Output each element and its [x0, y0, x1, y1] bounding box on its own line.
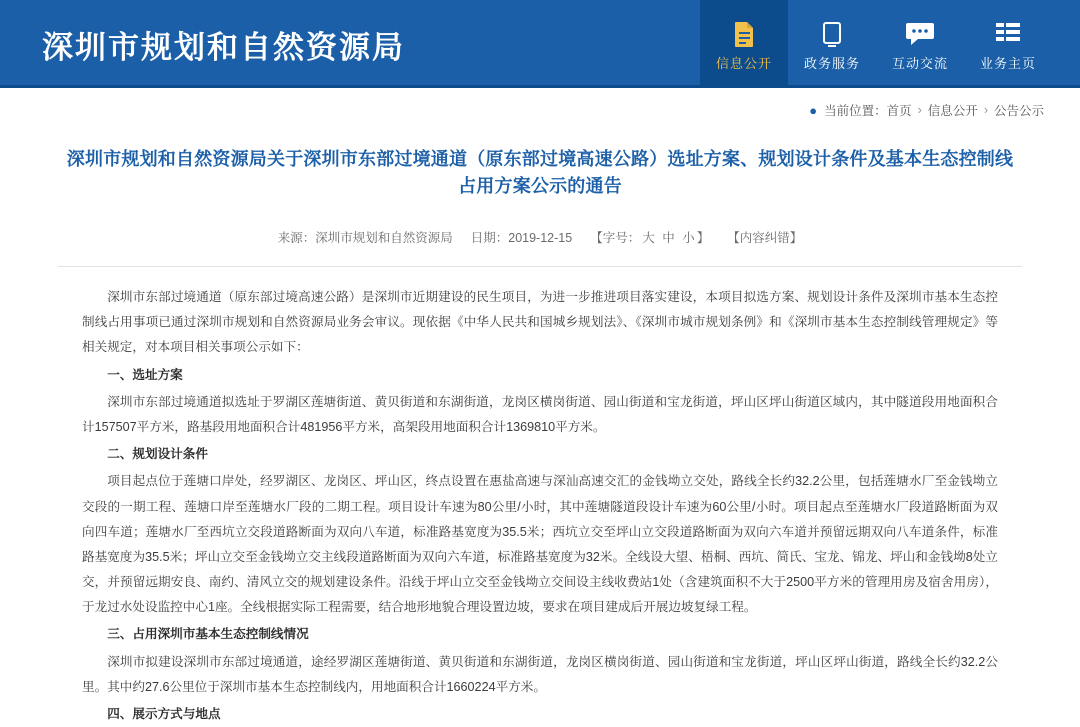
paragraph: 深圳市拟建设深圳市东部过境通道，途经罗湖区莲塘街道、黄贝街道和东湖街道，龙岗区横岗街道、园山街道和宝龙街道，坪山区坪山街道，路线全长约32.2公里。其中约27.6公里位于深圳市基本生态控制线内，用地面积合计1660224平方米。: [82, 654, 998, 694]
nav-label: 信息公开: [715, 55, 772, 71]
nav-item-information-disclosure[interactable]: [700, 0, 788, 88]
article-source: 来源：深圳市规划和自然资源局: [277, 231, 453, 245]
breadcrumb-item-information-disclosure[interactable]: 信息公开: [927, 104, 978, 118]
article-date: 日期：2019-12-15: [470, 231, 573, 245]
font-size-close: 】: [696, 231, 710, 245]
section-heading: 三、占用深圳市基本生态控制线情况: [107, 627, 309, 642]
article: [0, 132, 1080, 727]
page-title: 深圳市规划和自然资源局关于深圳市东部过境通道（原东部过境高速公路）选址方案、规划设计条件及基本生态控制线占用方案公示的通告: [66, 149, 1014, 196]
nav-label: 互动交流: [891, 55, 948, 71]
divider: [58, 266, 1022, 267]
section-heading: 二、规划设计条件: [107, 447, 208, 462]
brand: [0, 0, 700, 88]
nav-label: 业务主页: [979, 55, 1036, 71]
font-size-medium[interactable]: 中: [662, 231, 675, 245]
font-size-control: [590, 228, 709, 246]
nav-item-government-services[interactable]: [788, 0, 876, 88]
chat-bubble-icon: [903, 19, 937, 49]
breadcrumb-item-announcements[interactable]: 公告公示: [993, 104, 1044, 118]
font-size-small[interactable]: 小: [682, 231, 695, 245]
breadcrumb-separator: ›: [917, 103, 922, 117]
font-size-label: 【字号：: [590, 231, 641, 245]
brand-title: 深圳市规划和自然资源局: [42, 29, 405, 66]
nav-label: 政务服务: [803, 55, 860, 71]
location-pin-icon: ●: [809, 102, 818, 118]
section-heading: 四、展示方式与地点: [107, 707, 221, 721]
main-nav: [700, 0, 1080, 88]
site-header: [0, 0, 1080, 88]
list-lines-icon: [991, 19, 1025, 49]
nav-item-business-home[interactable]: [964, 0, 1052, 88]
nav-item-interaction[interactable]: [876, 0, 964, 88]
breadcrumb-separator: ›: [983, 103, 988, 117]
section-heading: 一、选址方案: [107, 367, 183, 382]
paragraph: 深圳市东部过境通道拟选址于罗湖区莲塘街道、黄贝街道和东湖街道，龙岗区横岗街道、园山街道和宝龙街道，坪山区坪山街道区域内，其中隧道段用地面积合计157507平方米，路基段用地面积合计481956平方米，高架段用地面积合计1369810平方米。: [82, 394, 998, 434]
article-body: [56, 285, 1024, 727]
article-meta: [56, 204, 1024, 266]
monitor-icon: [815, 19, 849, 49]
font-size-large[interactable]: 大: [642, 231, 655, 245]
paragraph: 深圳市东部过境通道（原东部过境高速公路）是深圳市近期建设的民生项目，为进一步推进项目落实建设，本项目拟选方案、规划设计条件及深圳市基本生态控制线占用事项已通过深圳市规划和自然资源局业务会审议。现依据《中华人民共和国城乡规划法》、《深圳市城市规划条例》和《深圳市基本生态控制线管理规定》等相关规定，对本项目相关事项公示如下：: [82, 290, 998, 355]
content-correction-link[interactable]: 【内容纠错】: [727, 231, 803, 245]
breadcrumb-label: 当前位置：: [824, 104, 887, 118]
paragraph: 项目起点位于莲塘口岸处，经罗湖区、龙岗区、坪山区，终点设置在惠盐高速与深汕高速交汇的金钱坳立交处，路线全长约32.2公里，包括莲塘水厂至金钱坳立交段的一期工程、莲塘口岸至莲塘水厂段的二期工程。项目设计车速为80公里/小时，其中莲塘隧道段设计车速为60公里/小时。项目起点至莲塘水厂段道路断面为双向四车道；莲塘水厂至西坑立交段道路断面为双向八车道，标准路基宽度为35.5米；西坑立交至坪山立交段道路断面为双向六车道并预留远期双向八车道条件，标准路基宽度为35.5米；坪山立交至金钱坳立交主线段道路断面为双向六车道，标准路基宽度为32米。全线设大望、梧桐、西坑、简氏、宝龙、锦龙、坪山和金钱坳8处立交，并预留远期安良、南约、清风立交的规划建设条件。沿线于坪山立交至金钱坳立交间设主线收费站1处（含建筑面积不大于2500平方米的管理用房及宿舍用房），于龙过水处设监控中心1座。全线根据实际工程需要，结合地形地貌合理设置边坡，要求在项目建成后开展边坡复绿工程。: [82, 474, 998, 615]
breadcrumb: [0, 88, 1080, 132]
breadcrumb-item-home[interactable]: 首页: [886, 104, 912, 118]
document-info-icon: [727, 19, 761, 49]
